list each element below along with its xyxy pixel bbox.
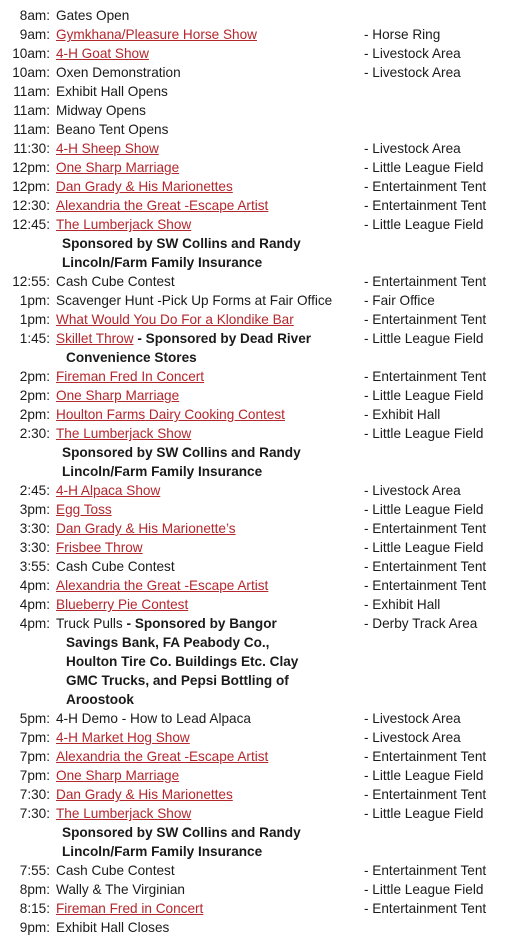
event-name: Scavenger Hunt -Pick Up Forms at Fair Office — [56, 293, 333, 308]
event-time: 3:55: — [19, 559, 50, 574]
sponsor-continuation-row — [0, 842, 512, 861]
schedule-row — [0, 120, 512, 139]
sponsor-text: Lincoln/Farm Family Insurance — [62, 255, 263, 270]
sponsor-continuation-row — [0, 633, 512, 652]
event-link[interactable]: Dan Grady & His Marionette’s — [56, 521, 236, 536]
event-link[interactable]: Dan Grady & His Marionettes — [56, 787, 233, 802]
sponsor-text: GMC Trucks, and Pepsi Bottling of — [66, 673, 289, 688]
schedule-row — [0, 861, 512, 880]
event-cell — [56, 899, 203, 918]
event-cell — [56, 405, 285, 424]
event-time: 12pm: — [12, 160, 50, 175]
event-location: - Livestock Area — [364, 46, 461, 61]
event-time: 2:45: — [19, 483, 50, 498]
event-name: Midway Opens — [56, 103, 146, 118]
event-location: - Little League Field — [364, 388, 484, 403]
event-link[interactable]: Alexandria the Great -Escape Artist — [56, 198, 269, 213]
schedule-row — [0, 405, 512, 424]
event-time: 7:55: — [19, 863, 50, 878]
sponsor-text: Aroostook — [66, 692, 134, 707]
event-link[interactable]: Fireman Fred In Concert — [56, 369, 205, 384]
schedule-row — [0, 519, 512, 538]
event-time: 2pm: — [19, 407, 50, 422]
event-link[interactable]: Houlton Farms Dairy Cooking Contest — [56, 407, 285, 422]
event-cell — [56, 25, 257, 44]
event-cell — [56, 747, 268, 766]
schedule-row — [0, 386, 512, 405]
sponsor-text: Sponsored by SW Collins and Randy — [62, 445, 301, 460]
event-cell — [56, 329, 311, 348]
sponsor-continuation-row — [0, 253, 512, 272]
event-time: 9am: — [19, 27, 50, 42]
sponsor-text: Sponsored by SW Collins and Randy — [62, 825, 301, 840]
schedule-row — [0, 576, 512, 595]
event-time: 11am: — [13, 103, 50, 118]
event-location: - Entertainment Tent — [364, 179, 487, 194]
schedule-row — [0, 709, 512, 728]
event-location: - Entertainment Tent — [364, 274, 487, 289]
event-link[interactable]: Fireman Fred in Concert — [56, 901, 204, 916]
event-cell — [56, 367, 204, 386]
event-location: - Livestock Area — [364, 711, 461, 726]
schedule-row — [0, 101, 512, 120]
event-link[interactable]: Blueberry Pie Contest — [56, 597, 189, 612]
event-time: 1:45: — [19, 331, 50, 346]
sponsor-continuation-row — [0, 443, 512, 462]
event-time: 1pm: — [19, 293, 50, 308]
schedule-row — [0, 557, 512, 576]
schedule-row — [0, 880, 512, 899]
event-location: - Entertainment Tent — [364, 863, 487, 878]
event-time: 12pm: — [12, 179, 50, 194]
event-location: - Little League Field — [364, 540, 484, 555]
event-cell — [56, 215, 191, 234]
event-location: - Horse Ring — [364, 27, 441, 42]
event-time: 8am: — [19, 8, 50, 23]
event-time: 2pm: — [19, 388, 50, 403]
schedule-row — [0, 272, 512, 291]
event-location: - Entertainment Tent — [364, 198, 487, 213]
event-location: - Entertainment Tent — [364, 369, 487, 384]
event-time: 10am: — [12, 46, 50, 61]
event-time: 4pm: — [19, 616, 50, 631]
event-link[interactable]: Dan Grady & His Marionettes — [56, 179, 233, 194]
event-name: Gates Open — [56, 8, 130, 23]
event-cell — [56, 576, 268, 595]
event-cell — [56, 82, 168, 101]
event-location: - Little League Field — [364, 806, 484, 821]
event-cell — [56, 386, 179, 405]
schedule-row — [0, 595, 512, 614]
event-location: - Entertainment Tent — [364, 559, 487, 574]
event-name: 4-H Demo - How to Lead Alpaca — [56, 711, 251, 726]
sponsor-text: Houlton Tire Co. Buildings Etc. Clay — [66, 654, 299, 669]
event-time: 5pm: — [19, 711, 50, 726]
event-time: 11am: — [13, 84, 50, 99]
event-cell — [56, 538, 143, 557]
event-location: - Little League Field — [364, 160, 484, 175]
schedule-row — [0, 424, 512, 443]
event-cell — [56, 557, 175, 576]
schedule-row — [0, 215, 512, 234]
sponsor-text: Lincoln/Farm Family Insurance — [62, 464, 263, 479]
event-cell — [56, 918, 169, 937]
schedule-row — [0, 918, 512, 937]
event-location: - Little League Field — [364, 768, 484, 783]
event-location: - Livestock Area — [364, 483, 461, 498]
event-link[interactable]: Skillet Throw — [56, 331, 134, 346]
event-location: - Exhibit Hall — [364, 597, 441, 612]
event-location: - Exhibit Hall — [364, 407, 441, 422]
schedule-row — [0, 747, 512, 766]
event-time: 3pm: — [19, 502, 50, 517]
event-name: Cash Cube Contest — [56, 863, 175, 878]
event-time: 4pm: — [19, 578, 50, 593]
schedule-row — [0, 158, 512, 177]
event-location: - Fair Office — [364, 293, 435, 308]
event-time: 10am: — [12, 65, 50, 80]
schedule-row — [0, 329, 512, 348]
event-link[interactable]: Alexandria the Great -Escape Artist — [56, 749, 269, 764]
event-location: - Livestock Area — [364, 141, 461, 156]
event-location: - Entertainment Tent — [364, 749, 487, 764]
sponsor-text: Convenience Stores — [66, 350, 197, 365]
event-time: 1pm: — [19, 312, 50, 327]
event-cell — [56, 63, 181, 82]
event-cell — [56, 139, 159, 158]
event-time: 7:30: — [19, 787, 50, 802]
schedule-row — [0, 785, 512, 804]
schedule-row — [0, 63, 512, 82]
event-cell — [56, 804, 191, 823]
event-cell — [56, 595, 188, 614]
schedule-row — [0, 728, 512, 747]
event-time: 3:30: — [19, 521, 50, 536]
schedule-row — [0, 6, 512, 25]
event-link[interactable]: Gymkhana/Pleasure Horse Show — [56, 27, 257, 42]
schedule-row — [0, 139, 512, 158]
sponsor-continuation-row — [0, 652, 512, 671]
event-time: 4pm: — [19, 597, 50, 612]
sponsor-text: - Sponsored by Bangor — [122, 616, 277, 631]
schedule-row — [0, 500, 512, 519]
schedule-row — [0, 367, 512, 386]
sponsor-continuation-row — [0, 462, 512, 481]
event-cell — [56, 481, 160, 500]
event-time: 9pm: — [19, 920, 50, 935]
schedule-row — [0, 44, 512, 63]
event-location: - Entertainment Tent — [364, 521, 487, 536]
sponsor-continuation-row — [0, 823, 512, 842]
event-time: 7pm: — [19, 730, 50, 745]
event-time: 2:30: — [19, 426, 50, 441]
schedule-row — [0, 196, 512, 215]
event-link[interactable]: 4-H Market Hog Show — [56, 730, 190, 745]
schedule-row — [0, 899, 512, 918]
event-location: - Little League Field — [364, 217, 484, 232]
event-link[interactable]: One Sharp Marriage — [56, 388, 180, 403]
event-link[interactable]: The Lumberjack Show — [56, 806, 192, 821]
event-link[interactable]: Frisbee Throw — [56, 540, 143, 555]
event-cell — [56, 880, 185, 899]
event-cell — [56, 6, 129, 25]
event-time: 7:30: — [19, 806, 50, 821]
schedule-row — [0, 82, 512, 101]
event-link[interactable]: The Lumberjack Show — [56, 217, 192, 232]
event-link[interactable]: 4-H Goat Show — [56, 46, 149, 61]
event-link[interactable]: One Sharp Marriage — [56, 768, 180, 783]
sponsor-text: Savings Bank, FA Peabody Co., — [66, 635, 270, 650]
event-location: - Derby Track Area — [364, 616, 478, 631]
event-cell — [56, 196, 268, 215]
sponsor-continuation-row — [0, 234, 512, 253]
event-name: Truck Pulls — [56, 616, 123, 631]
event-time: 7pm: — [19, 749, 50, 764]
schedule-row — [0, 25, 512, 44]
event-cell — [56, 709, 251, 728]
schedule-row — [0, 804, 512, 823]
event-cell — [56, 785, 233, 804]
schedule-row — [0, 291, 512, 310]
event-name: Exhibit Hall Closes — [56, 920, 170, 935]
event-cell — [56, 44, 149, 63]
event-cell — [56, 177, 233, 196]
event-cell — [56, 158, 179, 177]
event-cell — [56, 101, 146, 120]
event-cell — [56, 500, 112, 519]
event-name: Beano Tent Opens — [56, 122, 169, 137]
event-time: 3:30: — [19, 540, 50, 555]
event-name: Cash Cube Contest — [56, 274, 175, 289]
event-location: - Livestock Area — [364, 65, 461, 80]
event-link[interactable]: 4-H Sheep Show — [56, 141, 159, 156]
event-cell — [56, 861, 175, 880]
event-location: - Entertainment Tent — [364, 578, 487, 593]
event-time: 12:55: — [12, 274, 50, 289]
event-time: 11:30: — [13, 141, 50, 156]
event-name: Exhibit Hall Opens — [56, 84, 168, 99]
sponsor-text: Sponsored by SW Collins and Randy — [62, 236, 301, 251]
event-cell — [56, 766, 179, 785]
event-location: - Little League Field — [364, 882, 484, 897]
event-link[interactable]: Egg Toss — [56, 502, 112, 517]
sponsor-continuation-row — [0, 690, 512, 709]
event-time: 7pm: — [19, 768, 50, 783]
event-link[interactable]: One Sharp Marriage — [56, 160, 180, 175]
event-time: 8pm: — [19, 882, 50, 897]
event-link[interactable]: 4-H Alpaca Show — [56, 483, 161, 498]
event-link[interactable]: Alexandria the Great -Escape Artist — [56, 578, 269, 593]
event-location: - Entertainment Tent — [364, 901, 487, 916]
schedule-row — [0, 310, 512, 329]
schedule-row — [0, 766, 512, 785]
event-location: - Livestock Area — [364, 730, 461, 745]
event-cell — [56, 728, 190, 747]
event-name: Wally & The Virginian — [56, 882, 185, 897]
event-time: 12:45: — [12, 217, 50, 232]
event-location: - Entertainment Tent — [364, 787, 487, 802]
schedule-row — [0, 614, 512, 633]
event-name: Oxen Demonstration — [56, 65, 181, 80]
event-location: - Little League Field — [364, 331, 484, 346]
event-location: - Little League Field — [364, 426, 484, 441]
event-time: 8:15: — [19, 901, 50, 916]
sponsor-text: Lincoln/Farm Family Insurance — [62, 844, 263, 859]
schedule-row — [0, 177, 512, 196]
sponsor-continuation-row — [0, 348, 512, 367]
event-cell — [56, 614, 277, 633]
event-link[interactable]: What Would You Do For a Klondike Bar — [56, 312, 294, 327]
schedule-row — [0, 538, 512, 557]
sponsor-text: - Sponsored by Dead River — [133, 331, 312, 346]
event-time: 12:30: — [12, 198, 50, 213]
schedule-row — [0, 481, 512, 500]
event-cell — [56, 291, 332, 310]
sponsor-continuation-row — [0, 671, 512, 690]
event-time: 11am: — [13, 122, 50, 137]
event-cell — [56, 120, 168, 139]
event-cell — [56, 519, 236, 538]
event-location: - Entertainment Tent — [364, 312, 487, 327]
event-time: 2pm: — [19, 369, 50, 384]
event-name: Cash Cube Contest — [56, 559, 175, 574]
event-cell — [56, 272, 175, 291]
event-cell — [56, 424, 191, 443]
event-location: - Little League Field — [364, 502, 484, 517]
event-cell — [56, 310, 294, 329]
event-link[interactable]: The Lumberjack Show — [56, 426, 192, 441]
